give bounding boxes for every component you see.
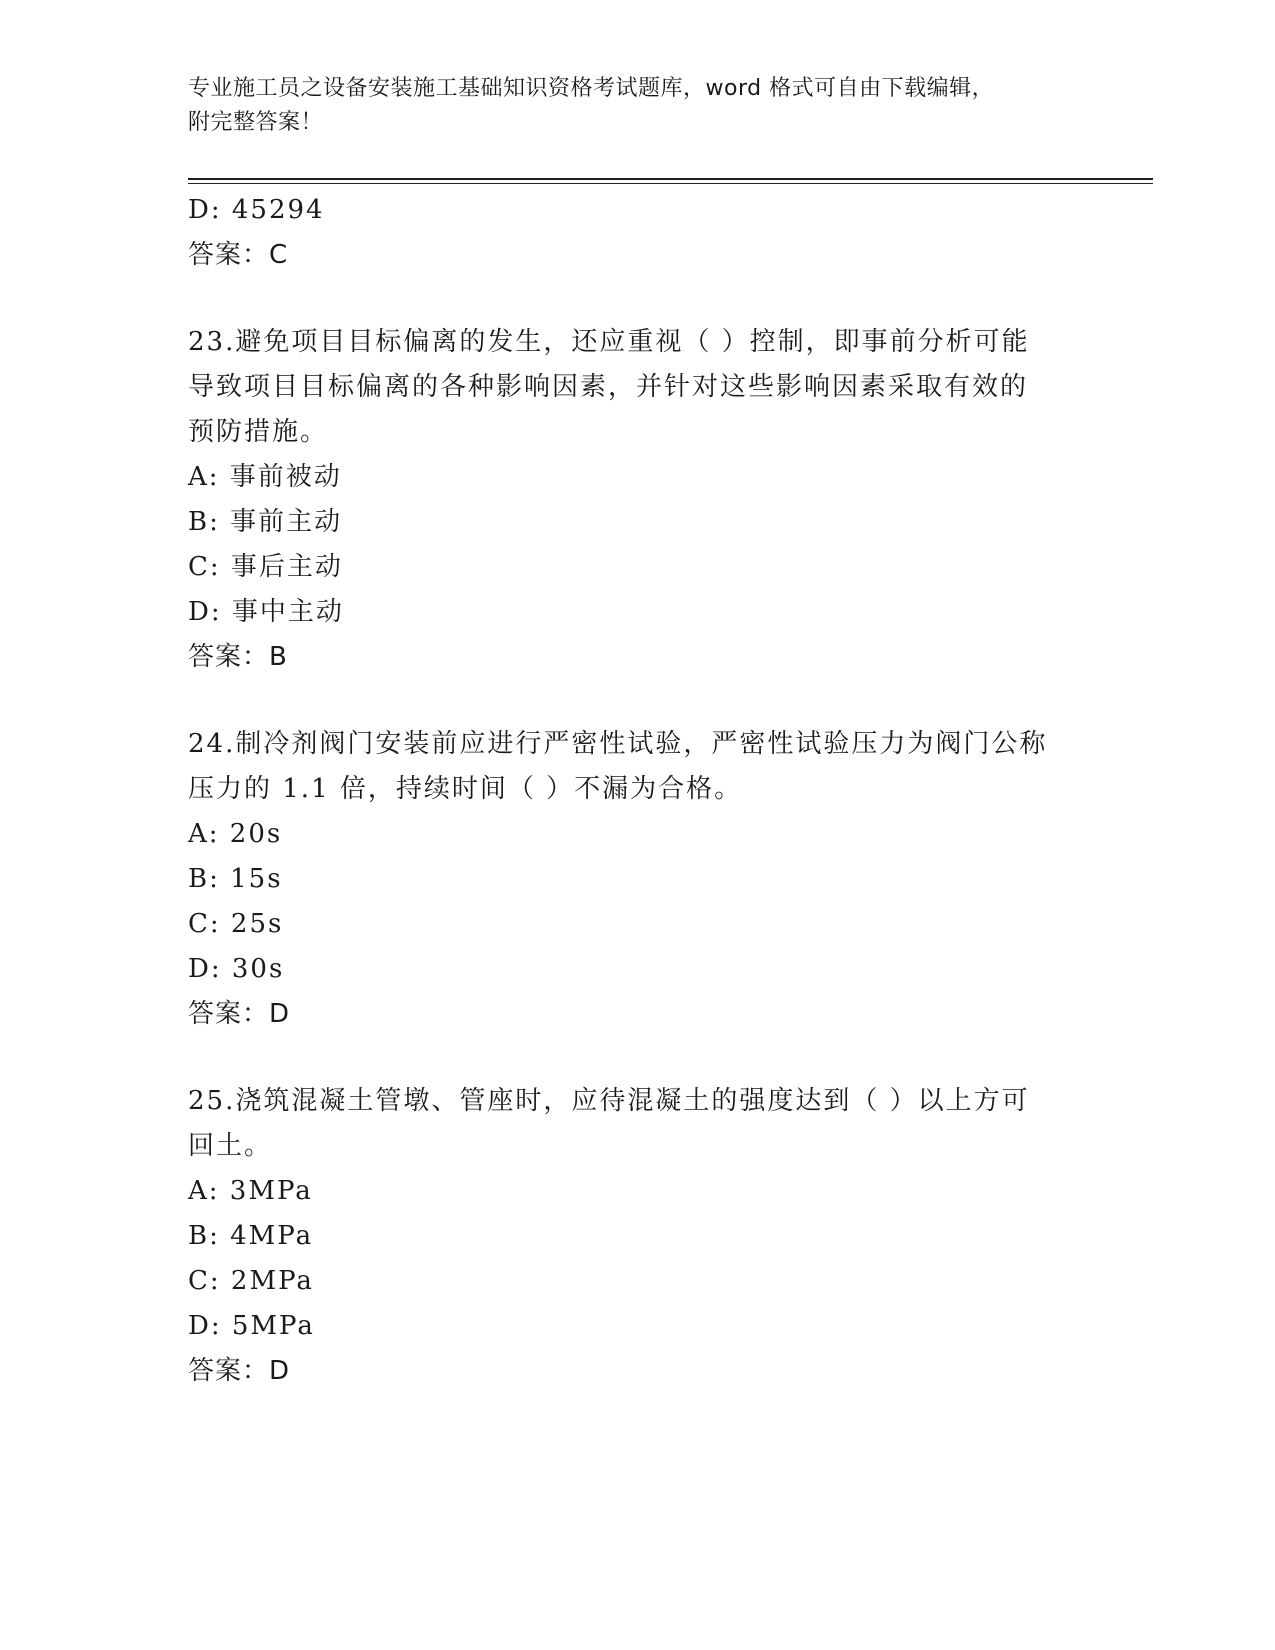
question-stem-line: 压力的 1.1 倍，持续时间（ ）不漏为合格。: [188, 774, 743, 804]
header-line-2: 附完整答案！: [188, 110, 324, 135]
spacer: [188, 680, 1088, 722]
option-d: D: 5MPa: [188, 1311, 315, 1341]
option-b: B: 4MPa: [188, 1221, 314, 1251]
answer-line: 答案：C: [188, 240, 289, 270]
option-c: C: 25s: [188, 909, 284, 939]
question-stem-line: 25.浇筑混凝土管墩、管座时，应待混凝土的强度达到（ ）以上方可: [188, 1086, 1030, 1116]
option-a: A: 20s: [188, 819, 283, 849]
option-a: A: 3MPa: [188, 1176, 313, 1206]
header-divider-thick: [188, 178, 1153, 180]
question-stem-line: 24.制冷剂阀门安装前应进行严密性试验，严密性试验压力为阀门公称: [188, 729, 1048, 759]
document-body: [188, 188, 1088, 1394]
document-header: [188, 72, 1068, 140]
question-stem-line: 回土。: [188, 1131, 273, 1161]
question-24: [188, 722, 1088, 1037]
option-c: C: 2MPa: [188, 1266, 314, 1296]
option-b: B: 事前主动: [188, 507, 343, 537]
option-b: B: 15s: [188, 864, 283, 894]
header-divider-thin: [188, 183, 1153, 184]
question-stem-line: 预防措施。: [188, 417, 329, 447]
option-d: D: 事中主动: [188, 597, 344, 627]
header-line-1: 专业施工员之设备安装施工基础知识资格考试题库，word 格式可自由下载编辑，: [188, 76, 995, 101]
question-25: [188, 1079, 1088, 1394]
question-stem-line: 23.避免项目目标偏离的发生，还应重视（ ）控制，即事前分析可能: [188, 327, 1030, 357]
option-a: A: 事前被动: [188, 462, 342, 492]
answer-line: 答案：D: [188, 1356, 291, 1386]
question-stem-line: 导致项目目标偏离的各种影响因素，并针对这些影响因素采取有效的: [188, 372, 1029, 402]
option-d: D: 45294: [188, 195, 325, 225]
question-23: [188, 320, 1088, 680]
spacer: [188, 1037, 1088, 1079]
previous-question-tail: [188, 188, 1088, 278]
option-c: C: 事后主动: [188, 552, 343, 582]
option-d: D: 30s: [188, 954, 285, 984]
answer-line: 答案：D: [188, 999, 291, 1029]
spacer: [188, 278, 1088, 320]
answer-line: 答案：B: [188, 642, 288, 672]
